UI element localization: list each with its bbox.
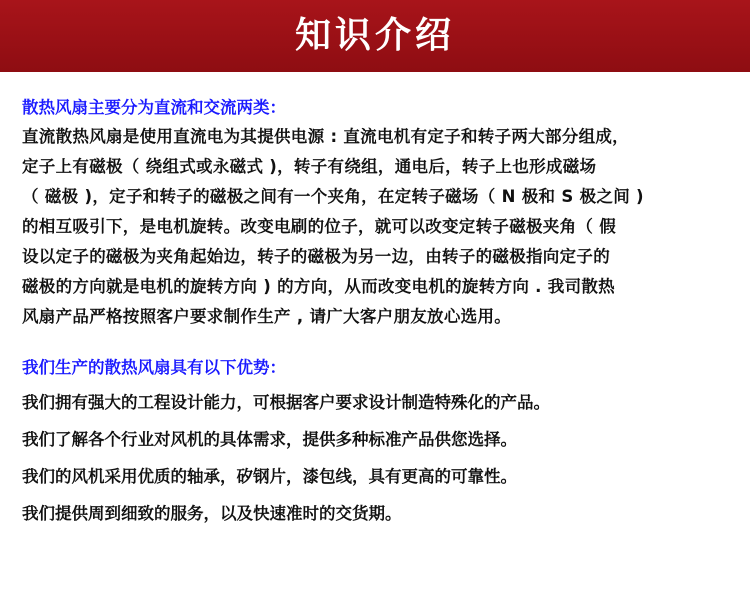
section-heading-fan-types: 散热风扇主要分为直流和交流两类： [22, 98, 286, 117]
advantages-list [22, 384, 730, 532]
paragraph-line: 直流散热风扇是使用直流电为其提供电源 : 直流电机有定子和转子两大部分组成， [22, 127, 629, 146]
advantage-item: 我们了解各个行业对风机的具体需求，提供多种标准产品供您选择。 [22, 430, 517, 449]
advantage-item: 我们拥有强大的工程设计能力，可根据客户要求设计制造特殊化的产品。 [22, 393, 550, 412]
section-spacer [22, 332, 730, 354]
paragraph-line: 磁极的方向就是电机的旋转方向 ) 的方向，从而改变电机的旋转方向 . 我司散热 [22, 277, 615, 296]
advantage-item: 我们的风机采用优质的轴承，矽钢片，漆包线，具有更高的可靠性。 [22, 467, 517, 486]
paragraph-line: 风扇产品严格按照客户要求制作生产 , 请广大客户朋友放心选用。 [22, 307, 512, 326]
article-content [22, 94, 730, 532]
advantage-item: 我们提供周到细致的服务，以及快速准时的交货期。 [22, 504, 402, 523]
section-body-fan-types [22, 122, 730, 332]
paragraph-line: 设以定子的磁极为夹角起始边，转子的磁极为另一边，由转子的磁极指向定子的 [22, 247, 610, 266]
title-banner [0, 0, 750, 72]
paragraph-line: （ 磁极 )，定子和转子的磁极之间有一个夹角，在定转子磁场（ N 极和 S 极之间 ) [22, 187, 644, 206]
page-title: 知识介绍 [294, 15, 455, 56]
paragraph-line: 的相互吸引下，是电机旋转。改变电刷的位子，就可以改变定转子磁极夹角（ 假 [22, 217, 617, 236]
section-heading-advantages: 我们生产的散热风扇具有以下优势： [22, 358, 286, 377]
paragraph-line: 定子上有磁极（ 绕组式或永磁式 )，转子有绕组，通电后，转子上也形成磁场 [22, 157, 597, 176]
